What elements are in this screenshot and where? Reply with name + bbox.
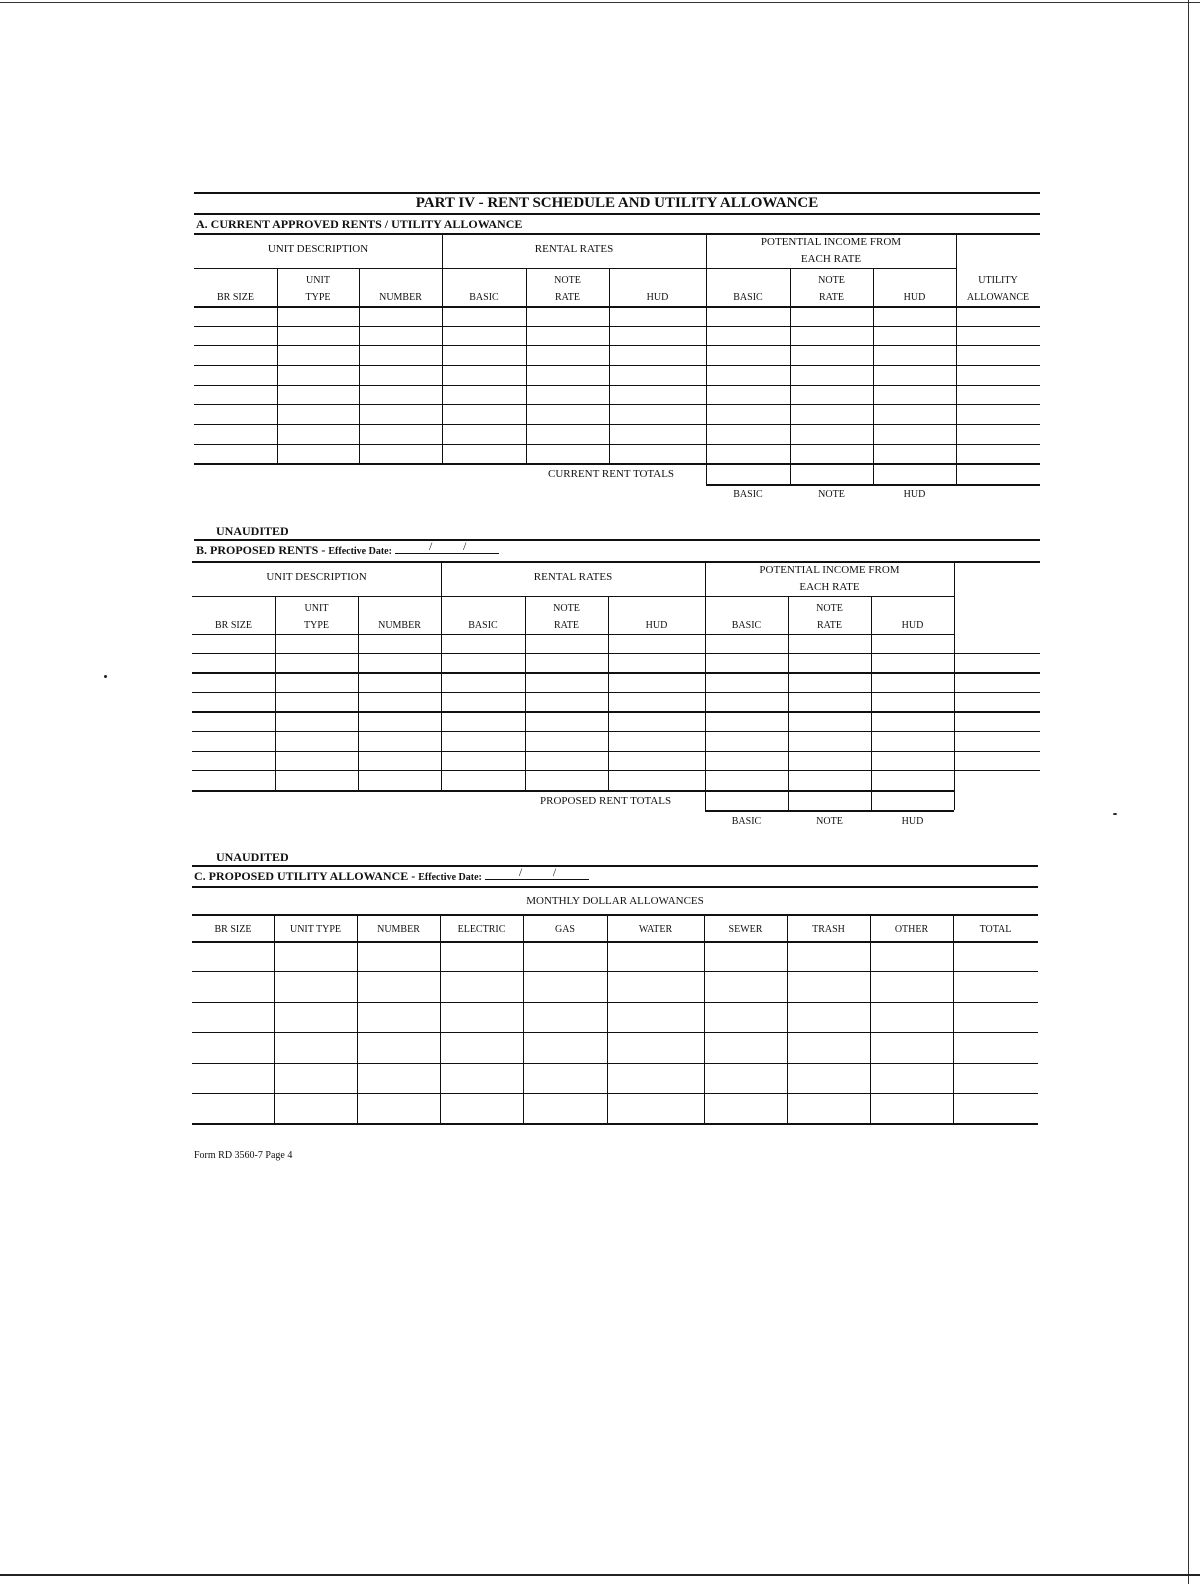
- a-header-rule: [194, 306, 1040, 308]
- form-footer: Form RD 3560-7 Page 4: [194, 1150, 293, 1161]
- b-col-income-hud: HUD: [901, 620, 924, 631]
- c-row-rule: [192, 1032, 1038, 1033]
- c-col-other: OTHER: [894, 924, 929, 935]
- a-col-br-size: BR SIZE: [217, 292, 254, 303]
- b-col-sep: [525, 596, 526, 790]
- a-totals-bottom-rule: [706, 484, 1040, 486]
- c-col-sewer: SEWER: [728, 924, 763, 935]
- b-proposed-rent-totals-label: PROPOSED RENT TOTALS: [540, 795, 672, 807]
- a-group-potential-income-1: POTENTIAL INCOME FROM: [760, 236, 902, 248]
- c-group-monthly-dollar-allowances: MONTHLY DOLLAR ALLOWANCES: [526, 895, 704, 907]
- a-col-sep: [956, 233, 957, 484]
- a-totals-hud-label: HUD: [903, 489, 926, 500]
- b-col-sep: [275, 596, 276, 790]
- a-col-income-note-rate-1: NOTE: [818, 275, 845, 286]
- c-col-number: NUMBER: [377, 924, 420, 935]
- section-c-top-rule: [192, 886, 1038, 888]
- b-col-sep: [954, 561, 955, 810]
- b-row-rule: [192, 692, 1040, 693]
- b-col-sep: [705, 561, 706, 810]
- a-row-rule: [194, 326, 1040, 327]
- section-c-effective-label: Effective Date:: [418, 872, 482, 883]
- b-col-note-rate-1: NOTE: [553, 603, 580, 614]
- b-row-rule: [192, 731, 1040, 732]
- a-row-rule: [194, 404, 1040, 405]
- a-col-income-hud: HUD: [903, 292, 926, 303]
- a-col-sep: [277, 268, 278, 463]
- c-header-rule: [192, 941, 1038, 943]
- scan-speck: [1113, 813, 1117, 815]
- section-b-effective-label: Effective Date:: [328, 546, 392, 557]
- c-row-rule: [192, 1002, 1038, 1003]
- b-col-sep: [788, 596, 789, 810]
- c-row-rule: [192, 971, 1038, 972]
- b-col-hud: HUD: [645, 620, 668, 631]
- a-col-income-note-rate-2: RATE: [819, 292, 844, 303]
- b-rows-bottom-rule: [192, 790, 954, 792]
- section-c-heading-text: C. PROPOSED UTILITY ALLOWANCE -: [194, 869, 419, 883]
- a-row-rule: [194, 345, 1040, 346]
- b-totals-basic-label: BASIC: [731, 816, 762, 827]
- a-row-rule: [194, 444, 1040, 445]
- c-col-water: WATER: [638, 924, 673, 935]
- a-col-sep: [359, 268, 360, 463]
- c-col-sep: [953, 914, 954, 1123]
- b-row-rule: [192, 653, 1040, 654]
- b-group-rental-rates: RENTAL RATES: [533, 571, 613, 583]
- a-col-utility-allowance-2: ALLOWANCE: [966, 292, 1030, 303]
- scan-edge-bottom: [0, 1574, 1200, 1576]
- a-col-sep: [706, 233, 707, 484]
- section-c-heading: [194, 865, 589, 885]
- a-col-note-rate-2: RATE: [555, 292, 580, 303]
- c-row-rule: [192, 1093, 1038, 1094]
- title-rule-bottom: [194, 213, 1040, 215]
- b-group-unit-description: UNIT DESCRIPTION: [266, 571, 367, 583]
- a-group-potential-income-2: EACH RATE: [800, 253, 862, 265]
- b-row-rule: [192, 672, 1040, 674]
- title-rule-top: [194, 192, 1040, 194]
- b-col-sep: [871, 596, 872, 810]
- b-col-unit-type-1: UNIT: [304, 603, 329, 614]
- scan-edge-top: [0, 2, 1200, 3]
- c-col-total: TOTAL: [979, 924, 1012, 935]
- b-col-income-basic: BASIC: [731, 620, 762, 631]
- section-b-top-rule: [192, 561, 1040, 563]
- a-col-sep: [442, 233, 443, 463]
- section-b-heading: [196, 539, 499, 559]
- section-b-effective-date-field[interactable]: / /: [395, 543, 499, 554]
- c-group-rule: [192, 914, 1038, 916]
- a-col-sep: [873, 268, 874, 484]
- a-totals-basic-label: BASIC: [733, 489, 763, 500]
- a-col-sep: [609, 268, 610, 463]
- section-c-effective-date-field[interactable]: / /: [485, 869, 589, 880]
- form-title: PART IV - RENT SCHEDULE AND UTILITY ALLOWANCE: [415, 195, 819, 211]
- a-col-basic: BASIC: [469, 292, 499, 303]
- b-totals-bottom-rule: [705, 810, 954, 812]
- a-current-rent-totals-label: CURRENT RENT TOTALS: [548, 468, 675, 480]
- a-row-rule: [194, 365, 1040, 366]
- a-col-sep: [526, 268, 527, 463]
- section-c-unaudited: UNAUDITED: [216, 850, 289, 864]
- a-group-rule: [194, 268, 956, 269]
- a-row-rule: [194, 385, 1040, 386]
- c-col-sep: [357, 914, 358, 1123]
- a-row-rule: [194, 424, 1040, 425]
- b-header-rule: [192, 634, 954, 635]
- a-group-unit-description: UNIT DESCRIPTION: [267, 243, 369, 255]
- a-totals-note-label: NOTE: [818, 489, 845, 500]
- c-col-sep: [274, 914, 275, 1123]
- b-col-sep: [441, 561, 442, 790]
- a-col-number: NUMBER: [379, 292, 422, 303]
- b-col-number: NUMBER: [378, 620, 421, 631]
- b-group-potential-income-2: EACH RATE: [799, 581, 860, 593]
- b-row-rule: [192, 770, 1040, 771]
- c-col-trash: TRASH: [812, 924, 845, 935]
- b-col-basic: BASIC: [468, 620, 498, 631]
- b-group-potential-income-1: POTENTIAL INCOME FROM: [759, 564, 900, 576]
- b-col-unit-type-2: TYPE: [304, 620, 329, 631]
- c-bottom-rule: [192, 1123, 1038, 1125]
- a-col-income-basic: BASIC: [733, 292, 763, 303]
- a-col-unit-type-2: TYPE: [305, 292, 331, 303]
- b-group-rule: [192, 596, 954, 597]
- section-a-top-rule: [194, 233, 1040, 235]
- a-col-unit-type-1: UNIT: [306, 275, 330, 286]
- b-col-income-note-rate-2: RATE: [817, 620, 842, 631]
- c-row-rule: [192, 1063, 1038, 1064]
- c-col-gas: GAS: [554, 924, 575, 935]
- section-b-rule-top: [194, 539, 1040, 541]
- section-c-rule-top: [192, 865, 1038, 867]
- c-col-sep: [870, 914, 871, 1123]
- a-rows-bottom-rule: [194, 463, 1040, 465]
- a-col-utility-allowance-1: UTILITY: [978, 275, 1018, 286]
- a-group-rental-rates: RENTAL RATES: [534, 243, 614, 255]
- section-b-unaudited: UNAUDITED: [216, 524, 289, 538]
- b-col-income-note-rate-1: NOTE: [816, 603, 843, 614]
- b-totals-hud-label: HUD: [901, 816, 924, 827]
- c-col-sep: [607, 914, 608, 1123]
- c-col-sep: [787, 914, 788, 1123]
- c-col-sep: [523, 914, 524, 1123]
- section-b-heading-text: B. PROPOSED RENTS -: [196, 543, 329, 557]
- c-col-unit-type: UNIT TYPE: [289, 924, 342, 935]
- section-a-heading: A. CURRENT APPROVED RENTS / UTILITY ALLOWANCE: [196, 217, 523, 231]
- c-col-sep: [704, 914, 705, 1123]
- b-col-br-size: BR SIZE: [215, 620, 252, 631]
- c-col-sep: [440, 914, 441, 1123]
- b-row-rule: [192, 711, 1040, 713]
- b-totals-note-label: NOTE: [816, 816, 843, 827]
- b-col-sep: [608, 596, 609, 790]
- b-col-note-rate-2: RATE: [554, 620, 579, 631]
- a-col-note-rate-1: NOTE: [554, 275, 581, 286]
- a-col-sep: [790, 268, 791, 484]
- scan-edge-right: [1188, 0, 1189, 1584]
- a-col-hud: HUD: [646, 292, 669, 303]
- c-col-br-size: BR SIZE: [214, 924, 252, 935]
- scan-speck: [104, 675, 107, 678]
- b-row-rule: [192, 751, 1040, 752]
- b-col-sep: [358, 596, 359, 790]
- c-col-electric: ELECTRIC: [457, 924, 506, 935]
